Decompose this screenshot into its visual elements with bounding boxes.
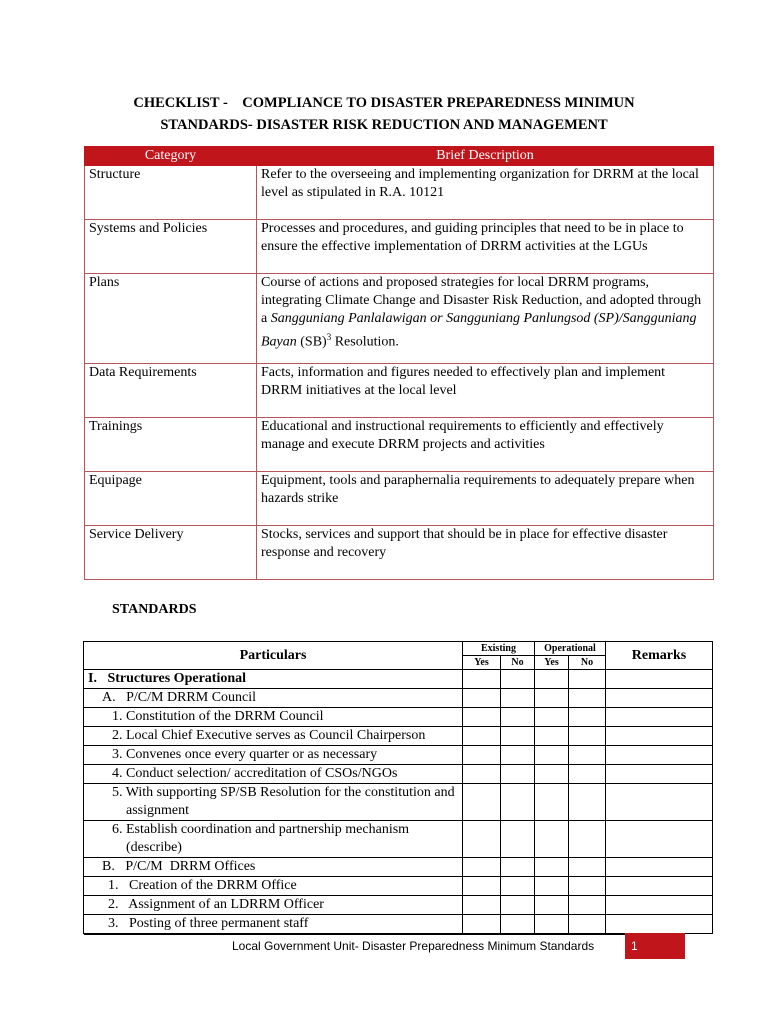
existing-no-header: No: [501, 656, 535, 670]
category-cell: Equipage: [85, 472, 257, 526]
check-cell[interactable]: [535, 858, 569, 877]
operational-yes-header: Yes: [535, 656, 569, 670]
check-cell[interactable]: [501, 765, 535, 784]
remarks-header: Remarks: [606, 642, 713, 670]
operational-no-header: No: [569, 656, 606, 670]
item-label: 1. Constitution of the DRRM Council: [84, 708, 463, 727]
description-cell: Facts, information and figures needed to effectively plan and implement DRRM initiatives at the local level: [257, 364, 714, 418]
item-label: 3. Posting of three permanent staff: [84, 915, 463, 934]
particulars-header: Particulars: [84, 642, 463, 670]
table-row: [85, 166, 714, 220]
table-row: [84, 821, 713, 858]
description-text: Resolution.: [331, 334, 399, 350]
check-cell[interactable]: [569, 915, 606, 934]
remarks-cell[interactable]: [606, 915, 713, 934]
table-row: [85, 274, 714, 364]
item-label: 6. Establish coordination and partnership mechanism (describe): [84, 821, 463, 858]
description-cell: Processes and procedures, and guiding principles that need to be in place to ensure the effective implementation of DRRM activities at the LGUs: [257, 220, 714, 274]
item-label: 2. Assignment of an LDRRM Officer: [84, 896, 463, 915]
check-cell[interactable]: [569, 784, 606, 821]
remarks-cell[interactable]: [606, 858, 713, 877]
check-cell[interactable]: [463, 689, 501, 708]
category-cell: Systems and Policies: [85, 220, 257, 274]
standards-header-row: [84, 642, 713, 656]
description-cell: Refer to the overseeing and implementing organization for DRRM at the local level as stipulated in R.A. 10121: [257, 166, 714, 220]
category-cell: Structure: [85, 166, 257, 220]
category-header: Category: [85, 147, 257, 166]
check-cell[interactable]: [501, 746, 535, 765]
table-row: [85, 472, 714, 526]
category-header-row: [85, 147, 714, 166]
remarks-cell[interactable]: [606, 746, 713, 765]
footer-text: Local Government Unit- Disaster Preparedness Minimum Standards: [232, 939, 595, 953]
remarks-cell[interactable]: [606, 821, 713, 858]
check-cell[interactable]: [463, 746, 501, 765]
check-cell[interactable]: [569, 877, 606, 896]
check-cell[interactable]: [569, 765, 606, 784]
item-label: 1. Creation of the DRRM Office: [84, 877, 463, 896]
operational-header: Operational: [535, 642, 606, 656]
remarks-cell[interactable]: [606, 708, 713, 727]
footnote-marker: 3: [326, 332, 332, 342]
table-row: [84, 915, 713, 934]
check-cell[interactable]: [535, 877, 569, 896]
check-cell[interactable]: [535, 746, 569, 765]
table-row: [84, 708, 713, 727]
page-number: 1: [631, 939, 638, 953]
remarks-cell[interactable]: [606, 689, 713, 708]
check-cell[interactable]: [569, 708, 606, 727]
description-text: Course of actions and proposed strategies for local DRRM programs, integrating Climate Change and Disaster Risk Reduction, and adopted through a: [261, 275, 702, 326]
remarks-cell[interactable]: [606, 896, 713, 915]
title-line-1: CHECKLIST - COMPLIANCE TO DISASTER PREPAREDNESS MINIMUN: [133, 95, 635, 111]
description-cell: Stocks, services and support that should be in place for effective disaster response and recovery: [257, 526, 714, 580]
check-cell[interactable]: [569, 821, 606, 858]
check-cell[interactable]: [569, 689, 606, 708]
table-row: [84, 727, 713, 746]
category-cell: Data Requirements: [85, 364, 257, 418]
description-italic: Sangguniang Panlalawigan or Sangguniang Panlungsod (SP)/Sangguniang Bayan: [261, 311, 697, 350]
check-cell[interactable]: [463, 727, 501, 746]
table-row: [84, 689, 713, 708]
table-row: [84, 784, 713, 821]
check-cell[interactable]: [501, 784, 535, 821]
table-row: [84, 765, 713, 784]
table-row: [84, 670, 713, 689]
check-cell[interactable]: [569, 727, 606, 746]
remarks-cell[interactable]: [606, 765, 713, 784]
existing-header: Existing: [463, 642, 535, 656]
check-cell[interactable]: [535, 708, 569, 727]
check-cell[interactable]: [535, 896, 569, 915]
check-cell[interactable]: [463, 670, 501, 689]
check-cell[interactable]: [463, 896, 501, 915]
remarks-cell[interactable]: [606, 784, 713, 821]
check-cell[interactable]: [501, 708, 535, 727]
standards-heading: STANDARDS: [112, 602, 197, 617]
check-cell[interactable]: [463, 821, 501, 858]
category-cell: Plans: [85, 274, 257, 364]
description-cell: Educational and instructional requirements to efficiently and effectively manage and execute DRRM projects and activities: [257, 418, 714, 472]
table-row: [84, 877, 713, 896]
check-cell[interactable]: [535, 821, 569, 858]
check-cell[interactable]: [501, 877, 535, 896]
item-label: 3. Convenes once every quarter or as necessary: [84, 746, 463, 765]
description-cell: [257, 274, 714, 364]
check-cell[interactable]: [501, 858, 535, 877]
check-cell[interactable]: [501, 727, 535, 746]
title-line-2: STANDARDS- DISASTER RISK REDUCTION AND MANAGEMENT: [160, 117, 608, 133]
table-row: [84, 746, 713, 765]
check-cell[interactable]: [501, 915, 535, 934]
category-cell: Trainings: [85, 418, 257, 472]
check-cell[interactable]: [463, 784, 501, 821]
check-cell[interactable]: [569, 670, 606, 689]
table-row: [84, 858, 713, 877]
category-table: [84, 146, 714, 580]
table-row: [85, 220, 714, 274]
item-label: 4. Conduct selection/ accreditation of CSOs/NGOs: [84, 765, 463, 784]
check-cell[interactable]: [501, 896, 535, 915]
check-cell[interactable]: [535, 765, 569, 784]
check-cell[interactable]: [463, 915, 501, 934]
standards-table: [83, 641, 713, 934]
check-cell[interactable]: [535, 727, 569, 746]
check-cell[interactable]: [569, 896, 606, 915]
description-cell: Equipment, tools and paraphernalia requirements to adequately prepare when hazards strike: [257, 472, 714, 526]
document-title: [0, 92, 768, 136]
footer-rule: [84, 934, 629, 935]
section-title: I. Structures Operational: [84, 670, 463, 689]
table-row: [85, 418, 714, 472]
check-cell[interactable]: [569, 858, 606, 877]
check-cell[interactable]: [501, 689, 535, 708]
check-cell[interactable]: [535, 784, 569, 821]
check-cell[interactable]: [535, 915, 569, 934]
table-row: [85, 364, 714, 418]
check-cell[interactable]: [463, 858, 501, 877]
subsection-title: B. P/C/M DRRM Offices: [84, 858, 463, 877]
check-cell[interactable]: [463, 708, 501, 727]
check-cell[interactable]: [501, 670, 535, 689]
category-cell: Service Delivery: [85, 526, 257, 580]
table-row: [85, 526, 714, 580]
page-number-box: [625, 933, 685, 959]
remarks-cell[interactable]: [606, 727, 713, 746]
check-cell[interactable]: [535, 689, 569, 708]
check-cell[interactable]: [569, 746, 606, 765]
check-cell[interactable]: [535, 670, 569, 689]
item-label: 2. Local Chief Executive serves as Council Chairperson: [84, 727, 463, 746]
remarks-cell[interactable]: [606, 670, 713, 689]
check-cell[interactable]: [501, 821, 535, 858]
check-cell[interactable]: [463, 765, 501, 784]
item-label: 5. With supporting SP/SB Resolution for the constitution and assignment: [84, 784, 463, 821]
check-cell[interactable]: [463, 877, 501, 896]
description-header: Brief Description: [257, 147, 714, 166]
remarks-cell[interactable]: [606, 877, 713, 896]
table-row: [84, 896, 713, 915]
subsection-title: A. P/C/M DRRM Council: [84, 689, 463, 708]
description-text: (SB): [296, 334, 327, 350]
existing-yes-header: Yes: [463, 656, 501, 670]
